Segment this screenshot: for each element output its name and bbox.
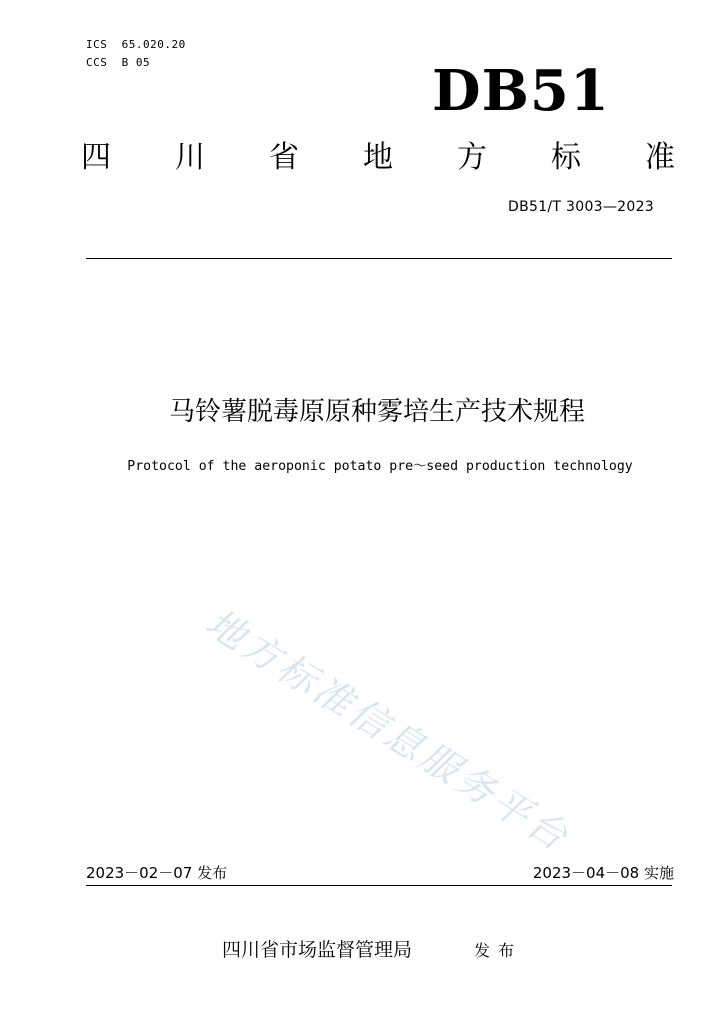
publish-date: 2023－02－07 发布 [86, 864, 228, 882]
watermark: 地方标准信息服务平台 [198, 600, 578, 861]
ics-code: ICS 65.020.20 [86, 38, 186, 51]
issuing-authority: 四川省市场监督管理局 [222, 939, 413, 961]
bottom-divider [86, 885, 672, 886]
db51-logo: DB51 [432, 58, 610, 124]
ccs-code: CCS B 05 [86, 56, 151, 69]
standard-type-char: 四 [81, 140, 111, 175]
standard-type-char: 省 [269, 140, 299, 175]
standard-number: DB51/T 3003—2023 [508, 199, 654, 215]
classification-codes [86, 36, 186, 72]
chinese-title: 马铃薯脱毒原原种雾培生产技术规程 [168, 397, 585, 427]
effective-date: 2023－04－08 实施 [532, 864, 674, 882]
standard-type-char: 方 [457, 140, 487, 175]
top-divider [86, 258, 672, 259]
standard-type-heading [78, 138, 678, 178]
standard-type-char: 准 [645, 140, 675, 175]
issue-label: 发布 [474, 941, 523, 960]
standard-type-char: 标 [551, 140, 581, 175]
standard-type-char: 地 [363, 140, 393, 175]
standard-type-char: 川 [175, 140, 205, 175]
english-title: Protocol of the aeroponic potato pre～seed production technology [127, 459, 633, 474]
